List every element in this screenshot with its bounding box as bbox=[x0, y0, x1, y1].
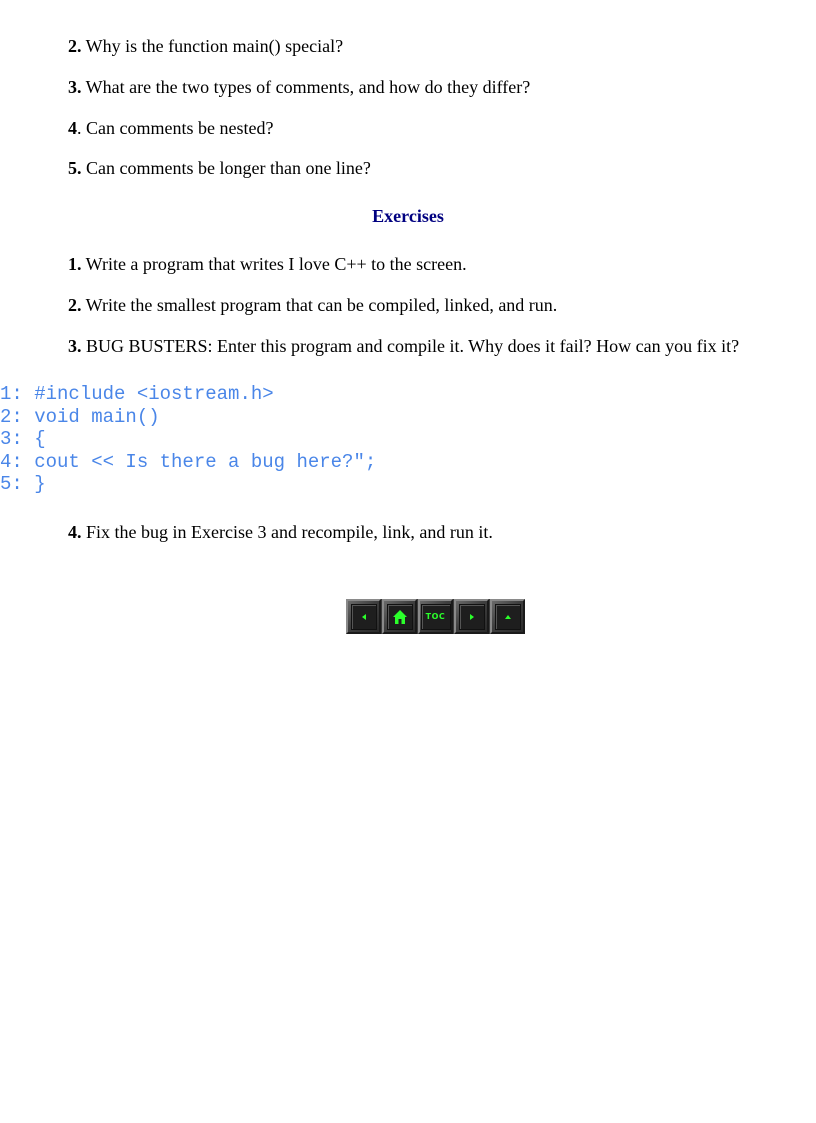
code-line-5: 5: } bbox=[0, 473, 46, 496]
exercise-number: 3. bbox=[68, 336, 82, 356]
arrow-up-icon bbox=[503, 612, 513, 622]
arrow-left-icon bbox=[359, 612, 369, 622]
exercise-3 bbox=[68, 335, 739, 357]
quiz-question-5 bbox=[68, 157, 371, 179]
quiz-question-4 bbox=[68, 117, 273, 139]
question-text: What are the two types of comments, and how do they differ? bbox=[81, 77, 531, 97]
code-listing bbox=[0, 383, 376, 496]
toc-button[interactable] bbox=[418, 599, 453, 634]
quiz-question-3 bbox=[68, 76, 530, 98]
question-text: . Can comments be nested? bbox=[77, 118, 274, 138]
next-button[interactable] bbox=[454, 599, 489, 634]
exercises-heading: Exercises bbox=[372, 206, 444, 226]
quiz-question-2 bbox=[68, 35, 343, 57]
navigation-bar bbox=[346, 599, 525, 634]
exercise-2 bbox=[68, 294, 557, 316]
code-line-4: 4: cout << Is there a bug here?"; bbox=[0, 450, 377, 473]
exercise-number: 2. bbox=[68, 295, 82, 315]
question-text: Can comments be longer than one line? bbox=[81, 158, 371, 178]
code-line-1: 1: #include <iostream.h> bbox=[0, 383, 274, 405]
code-line-2: 2: void main() bbox=[0, 405, 160, 428]
exercise-1 bbox=[68, 253, 467, 275]
question-number: 4 bbox=[68, 118, 77, 138]
question-text: Why is the function main() special? bbox=[81, 36, 344, 56]
question-number: 5. bbox=[68, 158, 82, 178]
toc-label: TOC bbox=[425, 612, 446, 621]
exercise-text: Fix the bug in Exercise 3 and recompile, link, and run it. bbox=[81, 522, 493, 542]
home-icon bbox=[392, 609, 408, 625]
exercise-4 bbox=[68, 521, 493, 543]
exercise-number: 4. bbox=[68, 522, 82, 542]
previous-button[interactable] bbox=[346, 599, 381, 634]
exercise-text: Write a program that writes I love C++ to the screen. bbox=[81, 254, 467, 274]
home-button[interactable] bbox=[382, 599, 417, 634]
question-number: 2. bbox=[68, 36, 82, 56]
code-line-3: 3: { bbox=[0, 428, 46, 451]
question-number: 3. bbox=[68, 77, 82, 97]
exercise-number: 1. bbox=[68, 254, 82, 274]
exercise-text: Write the smallest program that can be compiled, linked, and run. bbox=[81, 295, 558, 315]
exercise-text: BUG BUSTERS: Enter this program and compile it. Why does it fail? How can you fix it? bbox=[81, 336, 740, 356]
arrow-right-icon bbox=[467, 612, 477, 622]
top-button[interactable] bbox=[490, 599, 525, 634]
